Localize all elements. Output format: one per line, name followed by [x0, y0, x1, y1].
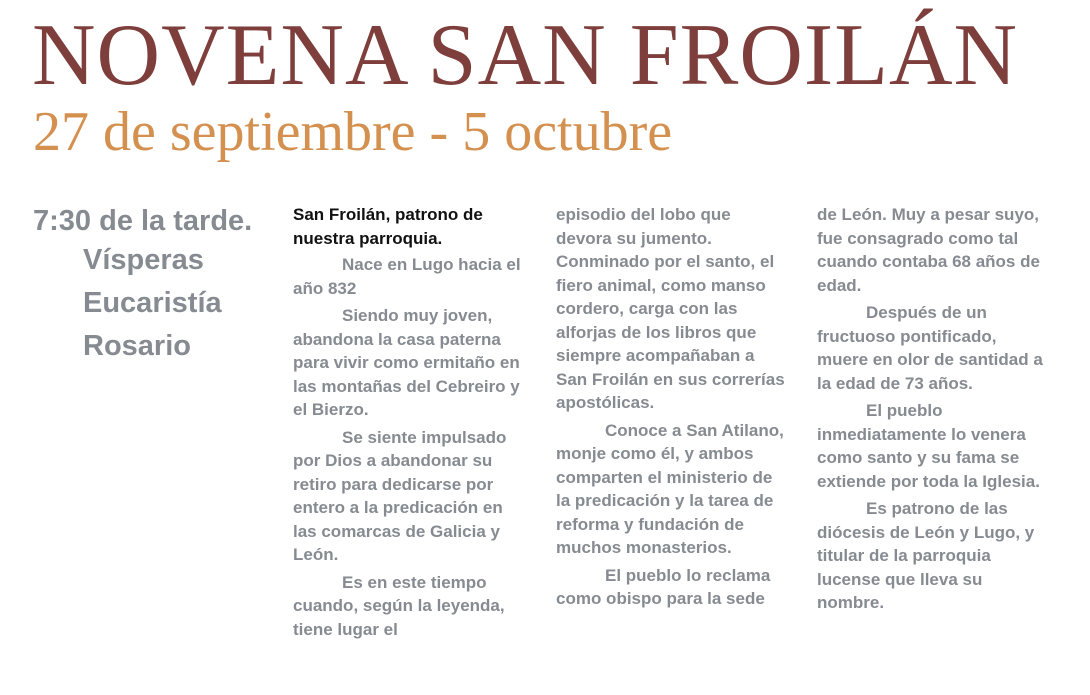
paragraph: Conoce a San Atilano, monje como él, y ambos comparten el ministerio de la predicación y la tarea de reforma y fundación de muchos monasterios. — [556, 420, 784, 557]
paragraph: Es patrono de las diócesis de León y Lugo, y titular de la parroquia lucense que lleva su nombre. — [817, 499, 1035, 612]
paragraph: Se siente impulsado por Dios a abandonar su retiro para dedicarse por entero a la predicación en las comarcas de Galicia y León. — [293, 427, 507, 564]
schedule — [33, 203, 252, 368]
date-range: 27 de septiembre - 5 octubre — [33, 101, 673, 163]
text-column-1 — [293, 203, 525, 645]
column-heading: San Froilán, patrono de nuestra parroquia. — [293, 205, 483, 248]
page-title: NOVENA SAN FROILÁN — [32, 7, 1019, 104]
paragraph: Siendo muy joven, abandona la casa paterna para vivir como ermitaño en las montañas del Cebreiro y el Bierzo. — [293, 306, 520, 419]
paragraph: Nace en Lugo hacia el año 832 — [293, 255, 521, 298]
text-column-2 — [556, 203, 788, 615]
paragraph: Después de un fructuoso pontificado, muere en olor de santidad a la edad de 73 años. — [817, 303, 1043, 393]
paragraph: de León. Muy a pesar suyo, fue consagrado como tal cuando contaba 68 años de edad. — [817, 205, 1040, 295]
paragraph: Es en este tiempo cuando, según la leyenda, tiene lugar el — [293, 572, 505, 639]
schedule-time: 7:30 de la tarde. — [33, 205, 253, 237]
paragraph: episodio del lobo que devora su jumento. Conminado por el santo, el fiero animal, como manso cordero, carga con las alforjas de los libros que siempre acompañaban a San Froilán en sus correrías apostólicas. — [556, 205, 785, 412]
schedule-item-eucaristia: Eucaristía — [83, 287, 222, 319]
paragraph: El pueblo lo reclama como obispo para la sede — [556, 565, 771, 608]
text-column-3 — [817, 203, 1049, 619]
paragraph: El pueblo inmediatamente lo venera como santo y su fama se extiende por toda la Iglesia. — [817, 401, 1040, 491]
schedule-item-rosario: Rosario — [83, 330, 191, 362]
schedule-item-visperas: Vísperas — [83, 244, 204, 276]
